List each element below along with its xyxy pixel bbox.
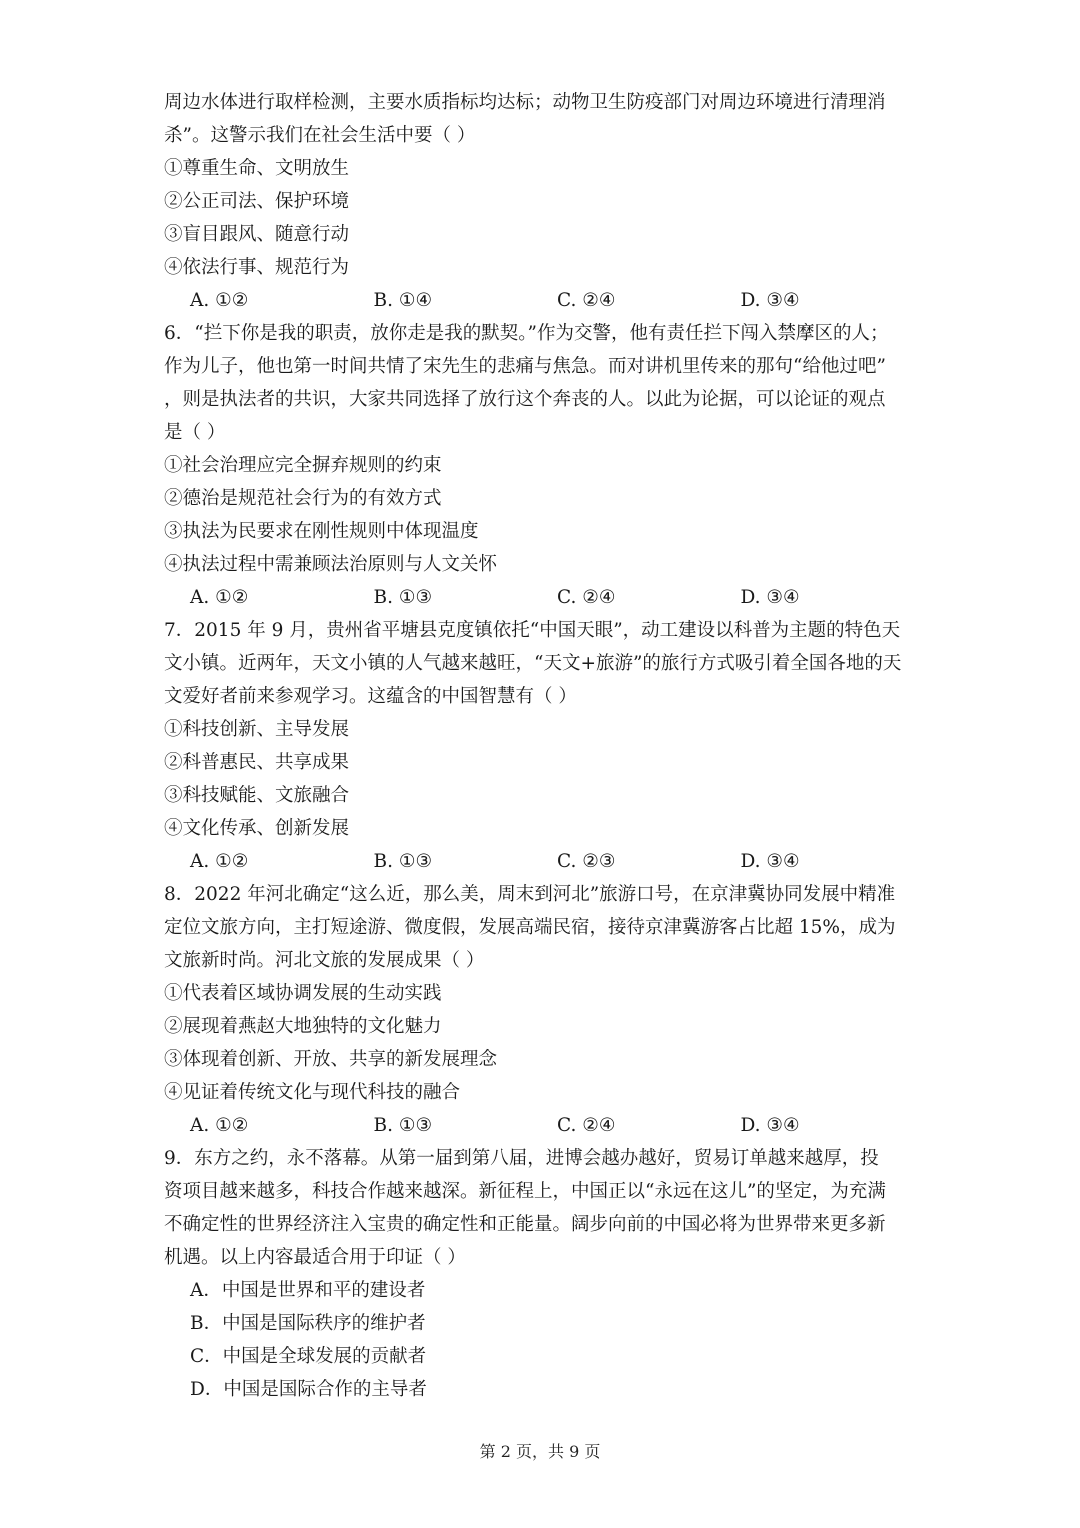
- question-text-line: 文爱好者前来参观学习。这蕴含的中国智慧有（ ）: [164, 686, 577, 707]
- statement-item: ④文化传承、创新发展: [164, 818, 350, 839]
- question-6: [164, 317, 924, 614]
- statement-item: ④依法行事、规范行为: [164, 257, 350, 278]
- option-a: A. ①②: [190, 1115, 249, 1136]
- question-text-line: 是（ ）: [164, 422, 226, 443]
- question-text-line: 定位文旅方向，主打短途游、微度假，发展高端民宿，接待京津冀游客占比超 15%，成为: [164, 917, 896, 938]
- option-b: B. ①③: [373, 851, 433, 872]
- answer-options: [164, 284, 924, 317]
- page-content: [164, 86, 924, 1406]
- statement-item: ④见证着传统文化与现代科技的融合: [164, 1082, 461, 1103]
- statement-item: ③盲目跟风、随意行动: [164, 224, 350, 245]
- question-text-line: 周边水体进行取样检测，主要水质指标均达标；动物卫生防疫部门对周边环境进行清理消: [164, 92, 886, 113]
- question-8: [164, 878, 924, 1142]
- option-c: C. ②④: [557, 587, 616, 608]
- statement-item: ①代表着区域协调发展的生动实践: [164, 983, 442, 1004]
- option-b: B. ①③: [373, 587, 433, 608]
- question-7: [164, 614, 924, 878]
- statement-item: ②科普惠民、共享成果: [164, 752, 350, 773]
- option-a: A. ①②: [190, 290, 249, 311]
- statement-item: ③体现着创新、开放、共享的新发展理念: [164, 1049, 498, 1070]
- question-text-line: 9．东方之约，永不落幕。从第一届到第八届，进博会越办越好，贸易订单越来越厚，投: [164, 1148, 879, 1169]
- option-a: A. ①②: [190, 587, 249, 608]
- option-d: D. ③④: [740, 587, 800, 608]
- option-b: B．中国是国际秩序的维护者: [190, 1313, 426, 1334]
- question-9: [164, 1142, 924, 1406]
- question-text-line: 文小镇。近两年，天文小镇的人气越来越旺，“天文+旅游”的旅行方式吸引着全国各地的天: [164, 653, 902, 674]
- statement-item: ④执法过程中需兼顾法治原则与人文关怀: [164, 554, 498, 575]
- page-footer: 第 2 页，共 9 页: [479, 1442, 601, 1461]
- statement-item: ②公正司法、保护环境: [164, 191, 350, 212]
- statement-item: ②德治是规范社会行为的有效方式: [164, 488, 442, 509]
- option-b: B. ①③: [373, 1115, 433, 1136]
- question-text-line: 文旅新时尚。河北文旅的发展成果（ ）: [164, 950, 485, 971]
- question-text-line: 杀”。这警示我们在社会生活中要（ ）: [164, 125, 476, 146]
- question-text-line: 机遇。以上内容最适合用于印证（ ）: [164, 1247, 466, 1268]
- option-d: D．中国是国际合作的主导者: [190, 1379, 427, 1400]
- option-d: D. ③④: [740, 1115, 800, 1136]
- option-a: A．中国是世界和平的建设者: [190, 1280, 426, 1301]
- option-c: C. ②③: [557, 851, 616, 872]
- statement-item: ③执法为民要求在刚性规则中体现温度: [164, 521, 479, 542]
- question-text-line: ，则是执法者的共识，大家共同选择了放行这个奔丧的人。以此为论据，可以论证的观点: [164, 389, 886, 410]
- answer-options: [164, 845, 924, 878]
- option-d: D. ③④: [740, 290, 800, 311]
- question-text-line: 7．2015 年 9 月，贵州省平塘县克度镇依托“中国天眼”，动工建设以科普为主题的特色天: [164, 620, 901, 641]
- statement-item: ①科技创新、主导发展: [164, 719, 350, 740]
- statement-item: ①社会治理应完全摒弃规则的约束: [164, 455, 442, 476]
- question-text-line: 6．“拦下你是我的职责，放你走是我的默契。”作为交警，他有责任拦下闯入禁摩区的人；: [164, 323, 889, 344]
- option-c: C．中国是全球发展的贡献者: [190, 1346, 427, 1367]
- answer-options: [164, 581, 924, 614]
- option-b: B. ①④: [373, 290, 433, 311]
- question-5-continuation: [164, 86, 924, 317]
- option-a: A. ①②: [190, 851, 249, 872]
- statement-item: ②展现着燕赵大地独特的文化魅力: [164, 1016, 442, 1037]
- option-c: C. ②④: [557, 1115, 616, 1136]
- statement-item: ③科技赋能、文旅融合: [164, 785, 350, 806]
- question-text-line: 不确定性的世界经济注入宝贵的确定性和正能量。阔步向前的中国必将为世界带来更多新: [164, 1214, 886, 1235]
- option-d: D. ③④: [740, 851, 800, 872]
- question-text-line: 作为儿子，他也第一时间共情了宋先生的悲痛与焦急。而对讲机里传来的那句“给他过吧”: [164, 356, 886, 377]
- option-c: C. ②④: [557, 290, 616, 311]
- answer-options: [164, 1109, 924, 1142]
- question-text-line: 资项目越来越多，科技合作越来越深。新征程上，中国正以“永远在这儿”的坚定，为充满: [164, 1181, 886, 1202]
- statement-item: ①尊重生命、文明放生: [164, 158, 350, 179]
- question-text-line: 8．2022 年河北确定“这么近，那么美，周末到河北”旅游口号，在京津冀协同发展中精准: [164, 884, 896, 905]
